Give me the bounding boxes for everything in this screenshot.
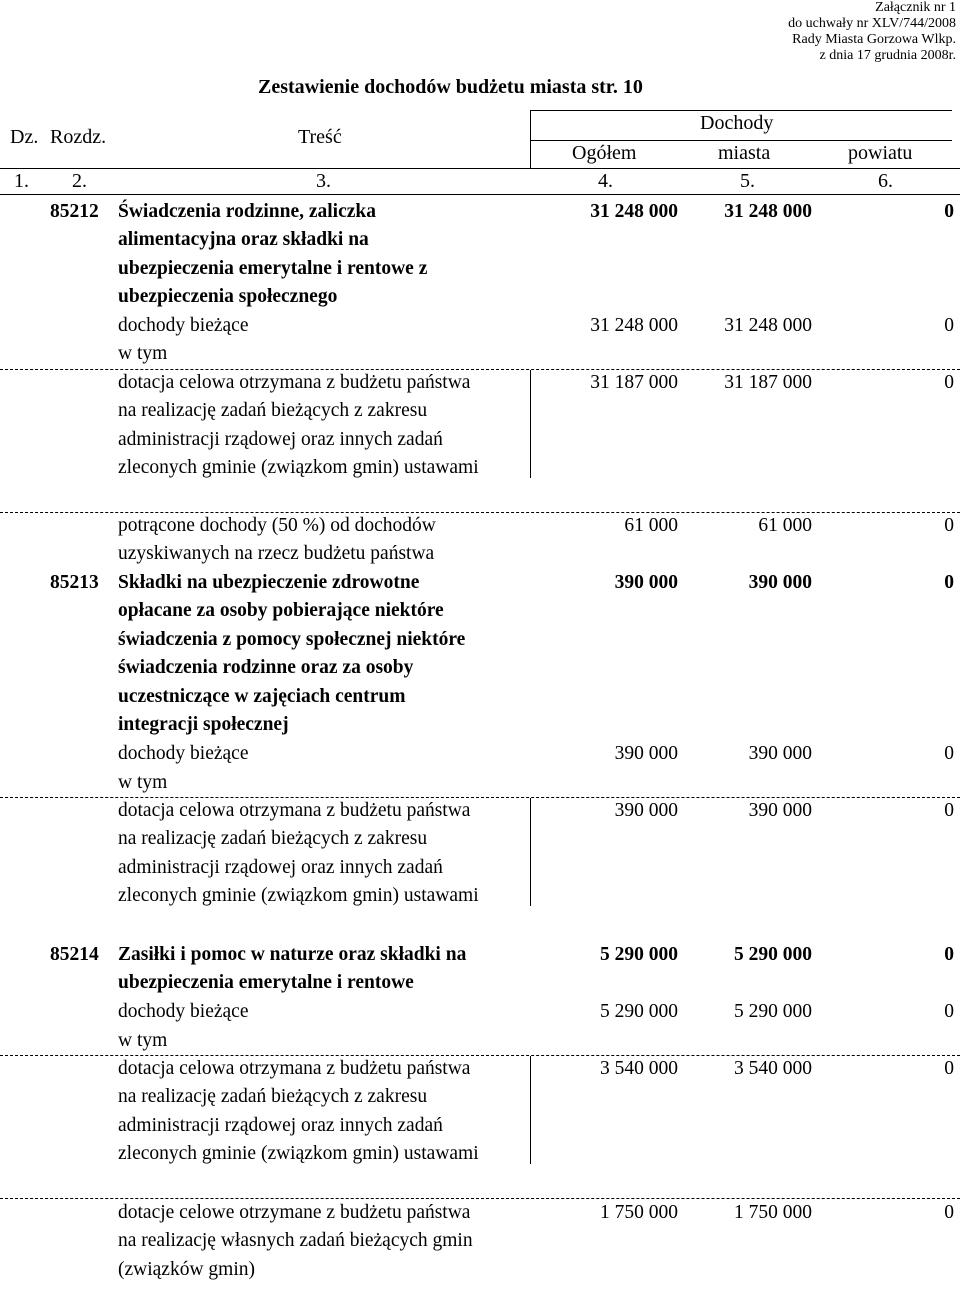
value-powiatu: 0 bbox=[944, 201, 954, 222]
col-dochody: Dochody bbox=[700, 112, 774, 134]
value-miasta: 31 248 000 bbox=[724, 201, 812, 222]
col-ogolem: Ogółem bbox=[572, 142, 637, 164]
value-powiatu: 0 bbox=[944, 372, 954, 393]
value-ogolem: 31 187 000 bbox=[590, 372, 678, 393]
row-text: dotacje celowe otrzymane z budżetu państwa na realizację własnych zadań bieżących gmin (związków gmin) bbox=[118, 1202, 473, 1280]
value-ogolem: 31 248 000 bbox=[590, 201, 678, 222]
value-miasta: 31 248 000 bbox=[724, 315, 812, 336]
rozdz-code: 85213 bbox=[50, 572, 99, 593]
rozdz-code: 85212 bbox=[50, 201, 99, 222]
value-miasta: 1 750 000 bbox=[734, 1202, 812, 1223]
header-border bbox=[530, 110, 952, 111]
col-number: 3. bbox=[316, 170, 331, 192]
value-ogolem: 3 540 000 bbox=[600, 1058, 678, 1079]
annex-line: Załącznik nr 1 bbox=[875, 0, 956, 15]
row-text: w tym bbox=[118, 1030, 168, 1051]
row-text: dochody bieżące bbox=[118, 743, 249, 764]
row-text: Zasiłki i pomoc w naturze oraz składki na ubezpieczenia emerytalne i rentowe bbox=[118, 944, 467, 994]
value-ogolem: 5 290 000 bbox=[600, 944, 678, 965]
row-text: potrącone dochody (50 %) od dochodów uzyskiwanych na rzecz budżetu państwa bbox=[118, 515, 436, 565]
value-miasta: 390 000 bbox=[748, 743, 812, 764]
col-miasta: miasta bbox=[718, 142, 771, 164]
header-border bbox=[0, 168, 960, 169]
value-miasta: 390 000 bbox=[748, 572, 812, 593]
col-number: 5. bbox=[740, 170, 755, 192]
row-text: w tym bbox=[118, 772, 168, 793]
value-powiatu: 0 bbox=[944, 800, 954, 821]
value-ogolem: 31 248 000 bbox=[590, 315, 678, 336]
cell-border bbox=[530, 798, 531, 906]
value-ogolem: 390 000 bbox=[614, 743, 678, 764]
row-text: dotacja celowa otrzymana z budżetu państwa na realizację zadań bieżących z zakresu administracji rządowej oraz innych zadań zleconych gminie (związkom gmin) ustawami bbox=[118, 1058, 479, 1165]
value-ogolem: 5 290 000 bbox=[600, 1001, 678, 1022]
value-miasta: 31 187 000 bbox=[724, 372, 812, 393]
col-number: 2. bbox=[72, 170, 87, 192]
row-text: dotacja celowa otrzymana z budżetu państwa na realizację zadań bieżących z zakresu administracji rządowej oraz innych zadań zleconych gminie (związkom gmin) ustawami bbox=[118, 372, 479, 479]
value-powiatu: 0 bbox=[944, 572, 954, 593]
rozdz-code: 85214 bbox=[50, 944, 99, 965]
col-rozdz: Rozdz. bbox=[50, 126, 107, 148]
value-powiatu: 0 bbox=[944, 1058, 954, 1079]
value-powiatu: 0 bbox=[944, 1001, 954, 1022]
col-number: 4. bbox=[598, 170, 613, 192]
value-ogolem: 390 000 bbox=[614, 572, 678, 593]
header-border bbox=[0, 194, 960, 195]
annex-note bbox=[788, 0, 956, 64]
value-miasta: 61 000 bbox=[758, 515, 812, 536]
value-powiatu: 0 bbox=[944, 743, 954, 764]
annex-line: Rady Miasta Gorzowa Wlkp. bbox=[792, 32, 956, 47]
cell-border bbox=[530, 1056, 531, 1164]
row-text: w tym bbox=[118, 343, 168, 364]
col-powiatu: powiatu bbox=[848, 142, 913, 164]
value-miasta: 390 000 bbox=[748, 800, 812, 821]
row-text: dochody bieżące bbox=[118, 1001, 249, 1022]
value-miasta: 5 290 000 bbox=[734, 944, 812, 965]
value-miasta: 3 540 000 bbox=[734, 1058, 812, 1079]
col-dz: Dz. bbox=[10, 126, 39, 148]
header-border bbox=[530, 110, 531, 168]
col-number: 6. bbox=[878, 170, 893, 192]
value-ogolem: 1 750 000 bbox=[600, 1202, 678, 1223]
value-miasta: 5 290 000 bbox=[734, 1001, 812, 1022]
value-ogolem: 61 000 bbox=[624, 515, 678, 536]
annex-line: do uchwały nr XLV/744/2008 bbox=[788, 16, 956, 31]
row-text: dotacja celowa otrzymana z budżetu państwa na realizację zadań bieżących z zakresu administracji rządowej oraz innych zadań zleconych gminie (związkom gmin) ustawami bbox=[118, 800, 479, 907]
row-text: Świadczenia rodzinne, zaliczka alimentacyjna oraz składki na ubezpieczenia emerytalne i rentowe z ubezpieczenia społecznego bbox=[118, 201, 428, 308]
col-tresc: Treść bbox=[298, 126, 342, 148]
row-text: dochody bieżące bbox=[118, 315, 249, 336]
value-powiatu: 0 bbox=[944, 315, 954, 336]
col-number: 1. bbox=[14, 170, 29, 192]
value-powiatu: 0 bbox=[944, 944, 954, 965]
value-ogolem: 390 000 bbox=[614, 800, 678, 821]
cell-border bbox=[530, 370, 531, 478]
value-powiatu: 0 bbox=[944, 1202, 954, 1223]
document-title: Zestawienie dochodów budżetu miasta str. 10 bbox=[258, 76, 643, 98]
header-border bbox=[530, 140, 952, 141]
row-text: Składki na ubezpieczenie zdrowotne opłacane za osoby pobierające niektóre świadczenia z pomocy społecznej niektóre świadczenia rodzinne oraz za osoby uczestniczące w zajęciach centrum integracji społecznej bbox=[118, 572, 466, 736]
annex-line: z dnia 17 grudnia 2008r. bbox=[819, 48, 956, 63]
value-powiatu: 0 bbox=[944, 515, 954, 536]
